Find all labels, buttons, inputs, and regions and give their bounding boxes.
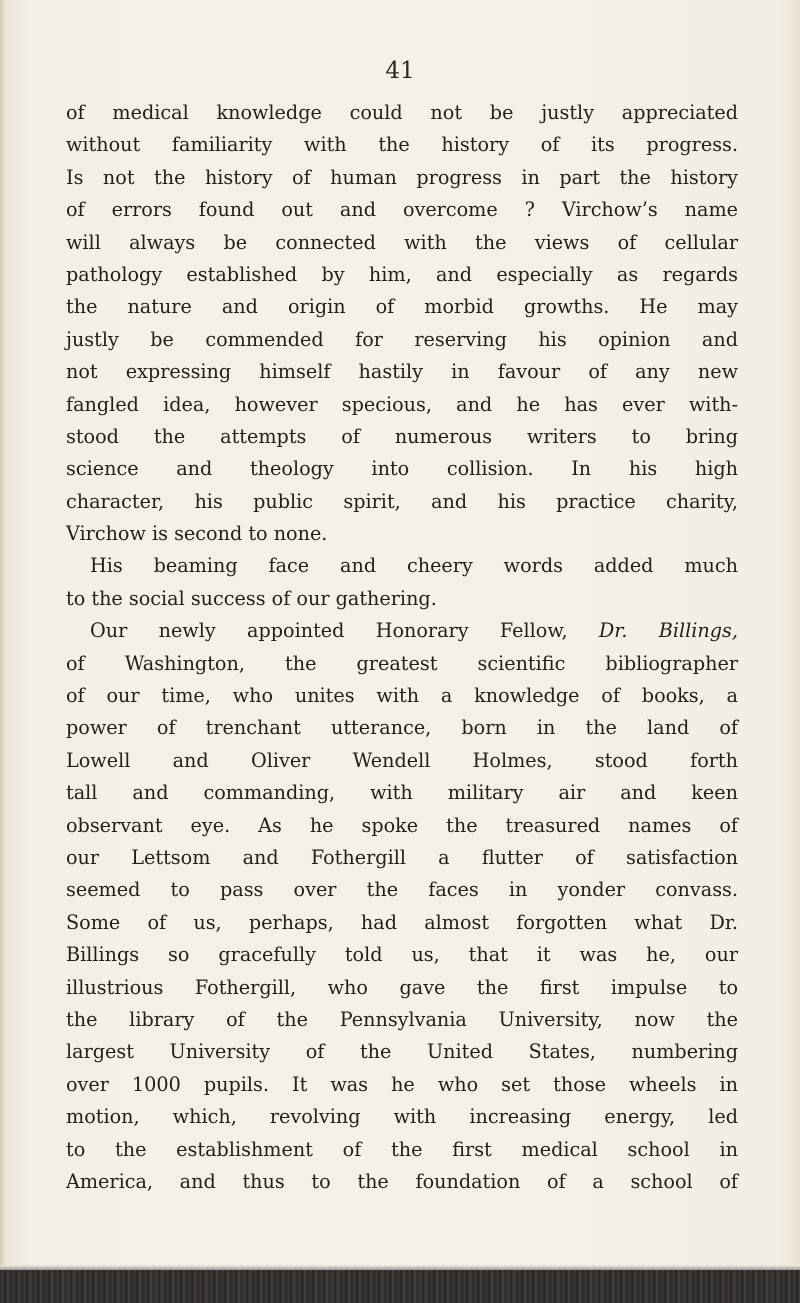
- page-gutter-edge: [0, 0, 6, 1303]
- text-line: Lowell and Oliver Wendell Holmes, stood forth: [66, 748, 738, 772]
- text-line: of errors found out and overcome ? Virchow’s name: [66, 198, 738, 222]
- text-line: the library of the Pennsylvania University, now the: [66, 1007, 738, 1031]
- text-line: to the establishment of the first medical school in: [66, 1137, 738, 1161]
- text-line: the nature and origin of morbid growths. He may: [66, 295, 738, 319]
- text-line: will always be connected with the views of cellular: [66, 230, 738, 254]
- text-line: to the social success of our gathering.: [66, 586, 437, 610]
- text-line: without familiarity with the history of its progress.: [66, 133, 738, 157]
- text-line: of our time, who unites with a knowledge of books, a: [66, 684, 738, 708]
- text-run: Our newly appointed Honorary Fellow,: [90, 619, 599, 643]
- text-line: tall and commanding, with military air and keen: [66, 781, 738, 805]
- text-line: power of trenchant utterance, born in the land of: [66, 716, 738, 740]
- text-line: of medical knowledge could not be justly appreciated: [66, 101, 738, 124]
- text-line: of Washington, the greatest scientific bibliographer: [66, 651, 738, 675]
- text-line: our Lettsom and Fothergill a flutter of satisfaction: [66, 845, 738, 869]
- text-line: pathology established by him, and especially as regards: [66, 262, 738, 286]
- text-line: Billings so gracefully told us, that it was he, our: [66, 943, 738, 967]
- text-line: over 1000 pupils. It was he who set those wheels in: [66, 1072, 738, 1096]
- italic-name: Dr. Billings,: [598, 619, 738, 643]
- text-line: seemed to pass over the faces in yonder convass.: [66, 878, 738, 902]
- text-line: observant eye. As he spoke the treasured names of: [66, 813, 738, 837]
- text-line: Virchow is second to none.: [66, 522, 328, 546]
- text-line: stood the attempts of numerous writers to bring: [66, 424, 738, 448]
- text-line: justly be commended for reserving his opinion and: [66, 327, 738, 351]
- text-line: motion, which, revolving with increasing energy, led: [66, 1105, 738, 1129]
- text-line: illustrious Fothergill, who gave the first impulse to: [66, 975, 738, 999]
- text-line: Some of us, perhaps, had almost forgotten what Dr.: [66, 910, 738, 934]
- page-number: 41: [385, 58, 415, 84]
- text-line: character, his public spirit, and his practice charity,: [66, 489, 738, 513]
- text-line: fangled idea, however specious, and he has ever with-: [66, 392, 738, 416]
- text-line-with-italic: [66, 615, 738, 647]
- text-line: Is not the history of human progress in part the history: [66, 165, 738, 189]
- text-line: science and theology into collision. In his high: [66, 457, 738, 481]
- text-line: not expressing himself hastily in favour of any new: [66, 360, 738, 384]
- body-text: [66, 97, 738, 1198]
- text-line: His beaming face and cheery words added much: [90, 554, 738, 578]
- text-line: largest University of the United States, numbering: [66, 1040, 738, 1064]
- text-line: America, and thus to the foundation of a school of: [66, 1169, 738, 1193]
- scan-bottom-edge: [0, 1270, 800, 1303]
